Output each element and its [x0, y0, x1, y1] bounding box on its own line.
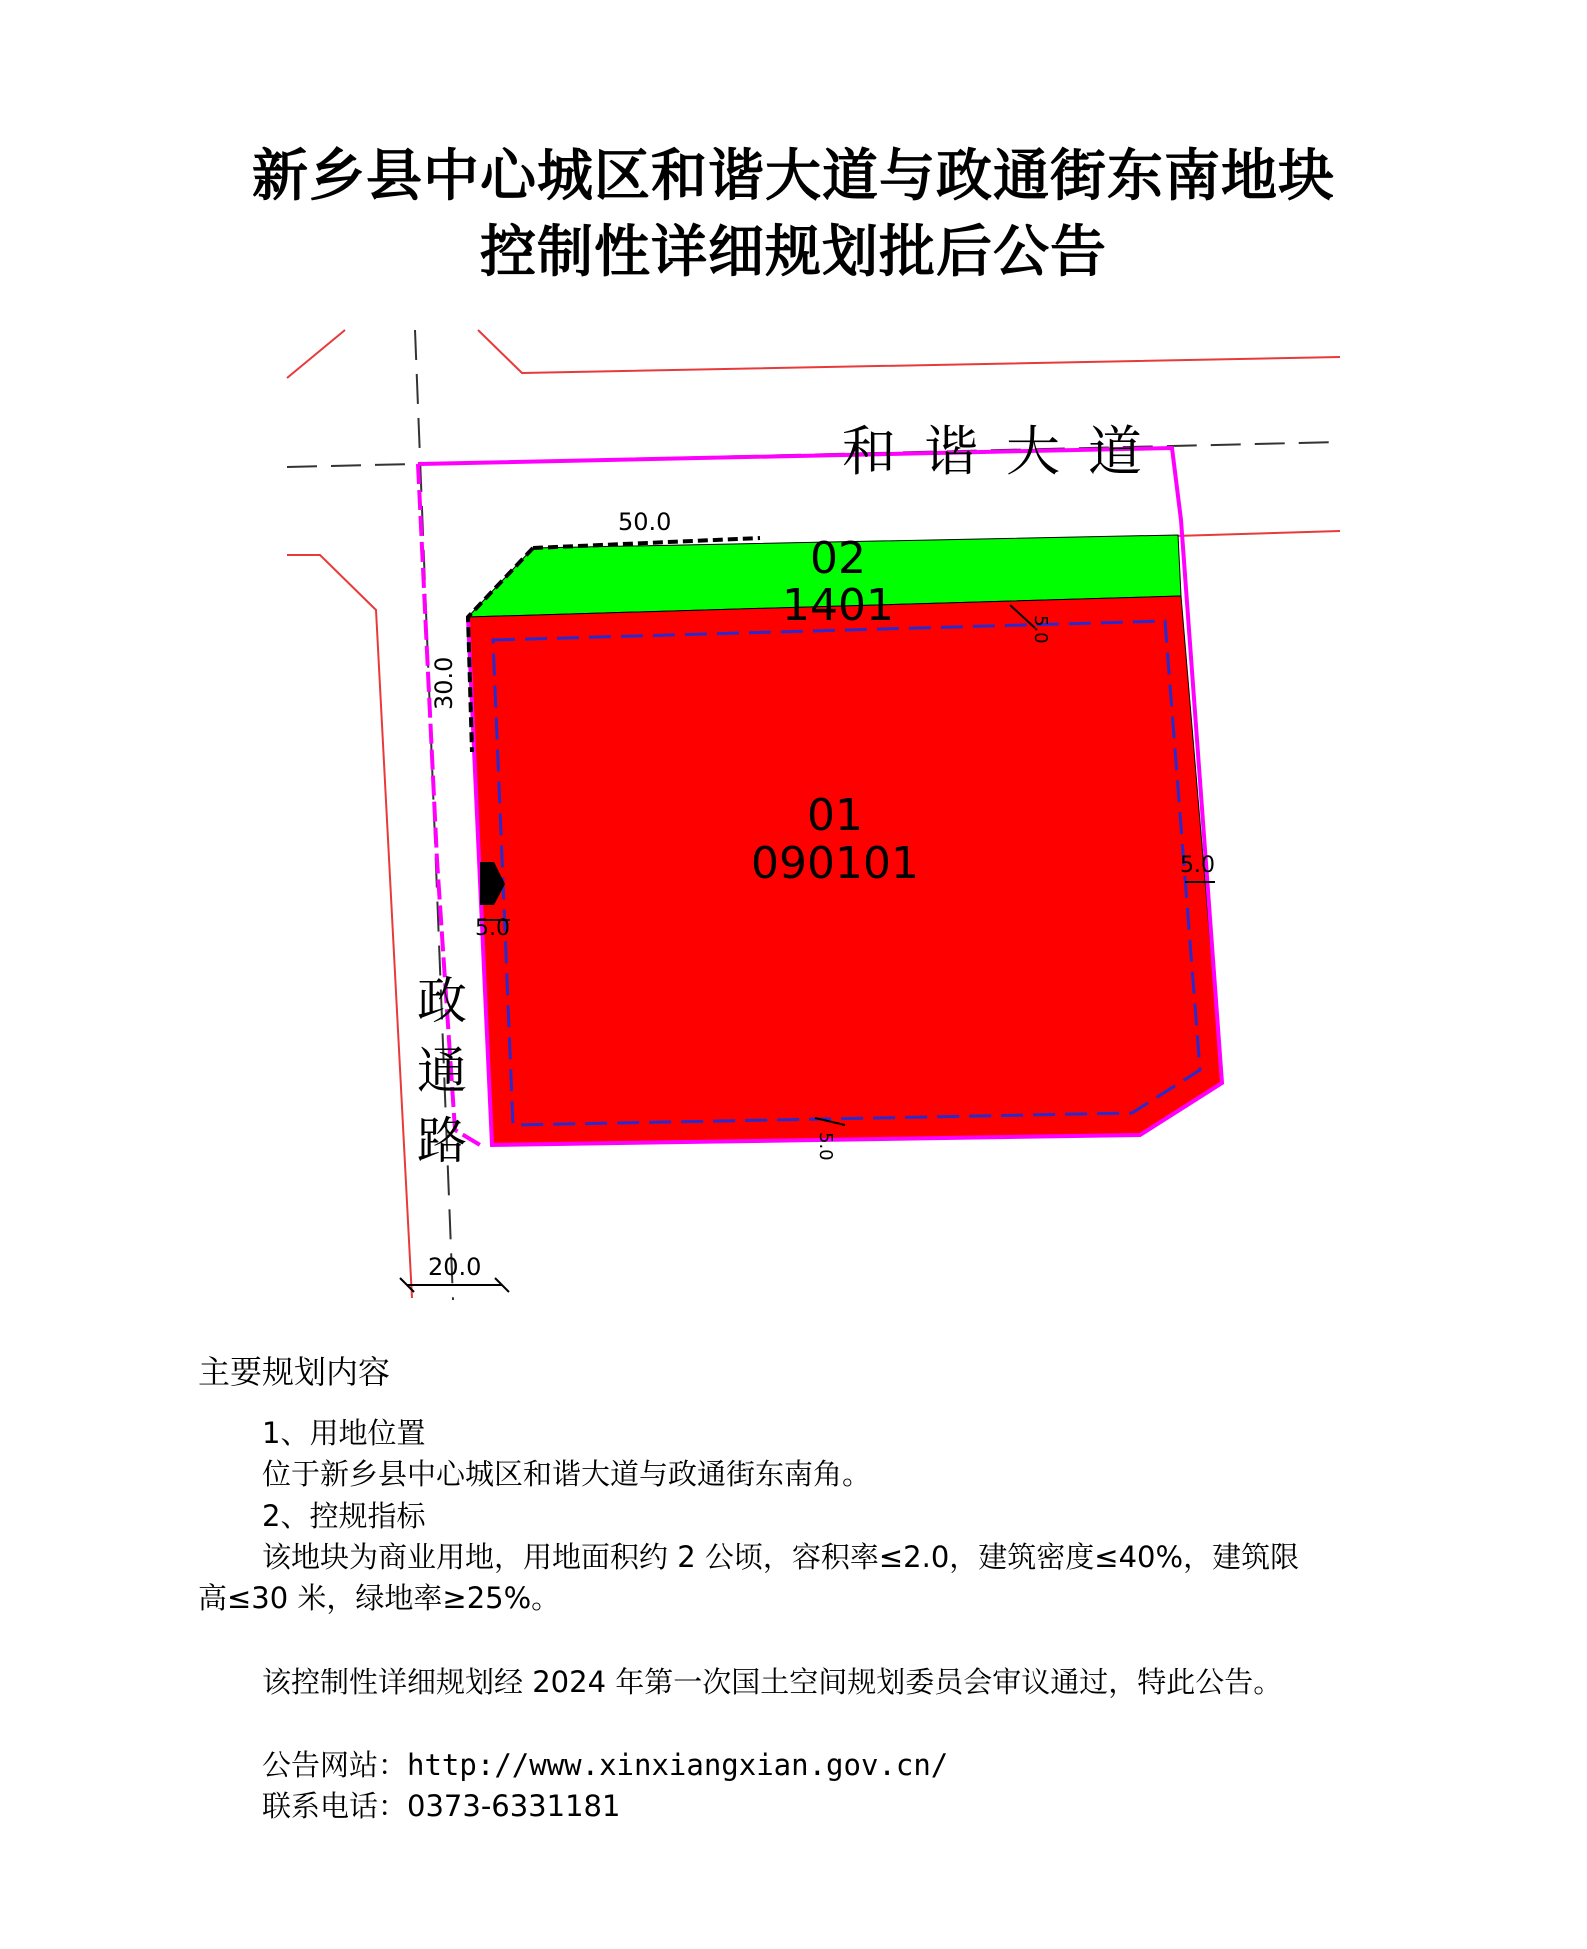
setback-right-label: 5.0	[1180, 853, 1215, 878]
approval-statement: 该控制性详细规划经 2024 年第一次国土空间规划委员会审议通过，特此公告。	[262, 1665, 1283, 1699]
setback-top-label: 5.0	[1030, 615, 1051, 644]
page-title-line1: 新乡县中心城区和谐大道与政通街东南地块	[252, 144, 1335, 209]
road-west-label-3: 路	[417, 1112, 467, 1170]
item2-title: 2、控规指标	[262, 1499, 426, 1533]
road-west-label-1: 政	[417, 972, 467, 1030]
item1-text: 位于新乡县中心城区和谐大道与政通街东南角。	[262, 1457, 872, 1491]
setback-left-label: 5.0	[475, 916, 510, 941]
dimension-top: 50.0	[618, 508, 672, 536]
road-west-label-2: 通	[417, 1042, 467, 1100]
setback-bottom-label: 5.0	[815, 1132, 836, 1161]
road-north-label: 和谐大道	[842, 420, 1170, 483]
page-title-line2: 控制性详细规划批后公告	[480, 220, 1107, 285]
item1-title: 1、用地位置	[262, 1416, 426, 1450]
parcel-02-id: 02	[810, 533, 866, 584]
parcel-01-code: 090101	[751, 838, 919, 889]
item2-text-line1: 该地块为商业用地，用地面积约 2 公顷，容积率≤2.0，建筑密度≤40%，建筑限	[262, 1540, 1300, 1574]
item2-text-line2: 高≤30 米，绿地率≥25%。	[198, 1581, 561, 1615]
parcel-02-code: 1401	[782, 580, 894, 631]
phone-label: 联系电话：	[262, 1789, 408, 1823]
phone-row	[262, 1786, 620, 1826]
phone-number: 0373-6331181	[407, 1789, 621, 1823]
dimension-left: 30.0	[430, 656, 458, 710]
website-row	[262, 1745, 948, 1785]
website-link[interactable]: http://www.xinxiangxian.gov.cn/	[407, 1748, 949, 1782]
dimension-road-width: 20.0	[428, 1253, 482, 1281]
section-heading: 主要规划内容	[198, 1353, 391, 1391]
parcel-01-id: 01	[807, 790, 863, 841]
website-label: 公告网站：	[262, 1748, 408, 1782]
